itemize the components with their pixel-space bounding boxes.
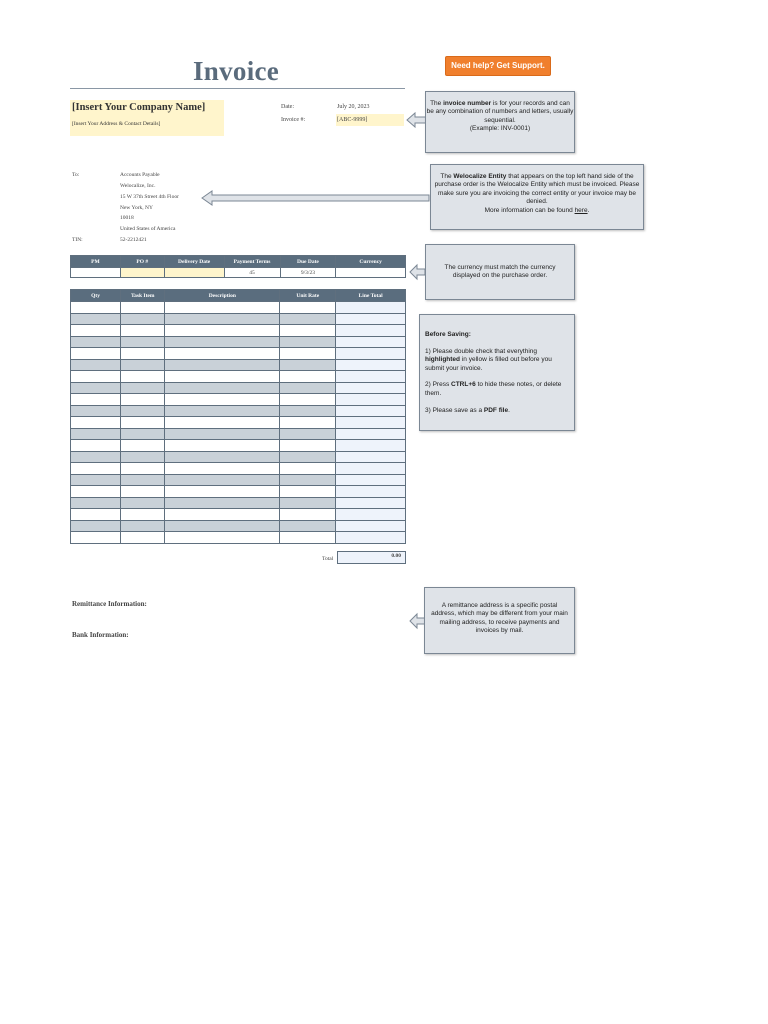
line-total-cell[interactable] <box>336 405 406 417</box>
description-cell[interactable] <box>165 440 280 452</box>
table-row <box>71 428 406 440</box>
line-total-cell[interactable] <box>336 371 406 383</box>
tin-value: 52-2212421 <box>120 237 147 243</box>
header-payment-terms: Payment Terms <box>224 256 280 268</box>
table-row <box>71 405 406 417</box>
qty-cell[interactable] <box>71 325 121 337</box>
qty-cell[interactable] <box>71 532 121 544</box>
due-date-cell[interactable]: 9/3/23 <box>280 268 336 278</box>
unit-rate-cell[interactable] <box>280 474 336 486</box>
line-total-cell[interactable] <box>336 302 406 314</box>
qty-cell[interactable] <box>71 440 121 452</box>
note-bold: Welocalize Entity <box>453 173 507 180</box>
qty-cell[interactable] <box>71 405 121 417</box>
to-line: United States of America <box>120 226 176 232</box>
description-cell[interactable] <box>165 336 280 348</box>
unit-rate-cell[interactable] <box>280 509 336 521</box>
description-cell[interactable] <box>165 348 280 360</box>
task-item-cell[interactable] <box>121 325 165 337</box>
task-item-cell[interactable] <box>121 497 165 509</box>
description-cell[interactable] <box>165 463 280 475</box>
header-unit-rate: Unit Rate <box>280 290 336 302</box>
table-row <box>71 520 406 532</box>
table-row <box>71 336 406 348</box>
note-remittance: A remittance address is a specific postal address, which may be different from your main mailing address, to receive payments and invoices by mail. <box>424 587 575 654</box>
line-total-cell[interactable] <box>336 532 406 544</box>
total-value: 0.00 <box>391 553 401 559</box>
header-delivery-date: Delivery Date <box>164 256 224 268</box>
unit-rate-cell[interactable] <box>280 336 336 348</box>
arrow-left-icon <box>200 188 430 208</box>
description-cell[interactable] <box>165 371 280 383</box>
items-table <box>70 289 406 544</box>
unit-rate-cell[interactable] <box>280 463 336 475</box>
task-item-cell[interactable] <box>121 302 165 314</box>
qty-cell[interactable] <box>71 302 121 314</box>
qty-cell[interactable] <box>71 497 121 509</box>
task-item-cell[interactable] <box>121 348 165 360</box>
note-text: The <box>440 173 454 180</box>
task-item-cell[interactable] <box>121 417 165 429</box>
qty-cell[interactable] <box>71 417 121 429</box>
note-bold: CTRL+6 <box>451 381 476 389</box>
task-item-cell[interactable] <box>121 440 165 452</box>
note-bold: invoice number <box>443 100 492 107</box>
description-cell[interactable] <box>165 497 280 509</box>
delivery-date-cell[interactable] <box>164 268 224 278</box>
unit-rate-cell[interactable] <box>280 417 336 429</box>
company-name: [Insert Your Company Name] <box>72 102 206 113</box>
invoice-number-label: Invoice #: <box>281 117 306 123</box>
qty-cell[interactable] <box>71 509 121 521</box>
more-info-link[interactable]: here <box>574 206 588 214</box>
table-row <box>71 497 406 509</box>
task-item-cell[interactable] <box>121 451 165 463</box>
qty-cell[interactable] <box>71 371 121 383</box>
line-total-cell[interactable] <box>336 313 406 325</box>
table-row <box>71 313 406 325</box>
to-line: Accounts Payable <box>120 172 160 178</box>
note-text: The <box>430 100 444 107</box>
line-total-cell[interactable] <box>336 348 406 360</box>
task-item-cell[interactable] <box>121 382 165 394</box>
note-title: Before Saving: <box>425 331 471 338</box>
note-text: (Example: INV-0001) <box>469 125 531 133</box>
unit-rate-cell[interactable] <box>280 302 336 314</box>
header-currency: Currency <box>336 256 406 268</box>
remittance-label: Remittance Information: <box>72 600 147 608</box>
note-text: is for your records and can be any combination of numbers and letters, usually sequential. <box>426 100 574 124</box>
task-item-cell[interactable] <box>121 336 165 348</box>
note-text: 1) Please double check that everything <box>425 347 538 355</box>
note-text: in yellow is filled out before you submit your invoice. <box>425 356 552 372</box>
line-total-cell[interactable] <box>336 497 406 509</box>
unit-rate-cell[interactable] <box>280 359 336 371</box>
table-row <box>71 394 406 406</box>
line-total-cell[interactable] <box>336 474 406 486</box>
description-cell[interactable] <box>165 359 280 371</box>
task-item-cell[interactable] <box>121 359 165 371</box>
line-total-cell[interactable] <box>336 520 406 532</box>
unit-rate-cell[interactable] <box>280 325 336 337</box>
line-total-cell[interactable] <box>336 451 406 463</box>
unit-rate-cell[interactable] <box>280 532 336 544</box>
unit-rate-cell[interactable] <box>280 520 336 532</box>
description-cell[interactable] <box>165 474 280 486</box>
unit-rate-cell[interactable] <box>280 394 336 406</box>
company-block[interactable] <box>70 100 224 136</box>
to-line: Welocalize, Inc. <box>120 183 156 189</box>
table-row <box>71 509 406 521</box>
description-cell[interactable] <box>165 313 280 325</box>
line-total-cell[interactable] <box>336 394 406 406</box>
task-item-cell[interactable] <box>121 486 165 498</box>
table-row <box>71 382 406 394</box>
header-line-total: Line Total <box>336 290 406 302</box>
table-row <box>71 451 406 463</box>
total-label: Total <box>322 556 334 562</box>
po-table-row <box>71 268 406 278</box>
task-item-cell[interactable] <box>121 313 165 325</box>
header-qty: Qty <box>71 290 121 302</box>
invoice-number-value: [ABC-9999] <box>337 117 368 123</box>
table-row <box>71 371 406 383</box>
note-text: that appears on the top left hand side of the purchase order is the Welocalize Entity which must be invoiced. Please make sure you are invoicing the correct entity or your invoice may be denied. <box>434 173 640 206</box>
line-total-cell[interactable] <box>336 440 406 452</box>
po-table-header <box>71 256 406 268</box>
qty-cell[interactable] <box>71 486 121 498</box>
invoice-number-field[interactable] <box>336 114 404 126</box>
description-cell[interactable] <box>165 509 280 521</box>
note-currency: The currency must match the currency displayed on the purchase order. <box>425 244 575 300</box>
date-value: July 20, 2023 <box>337 104 370 110</box>
description-cell[interactable] <box>165 405 280 417</box>
unit-rate-cell[interactable] <box>280 371 336 383</box>
payment-terms-cell[interactable]: 45 <box>224 268 280 278</box>
bank-label: Bank Information: <box>72 631 129 639</box>
to-line: New York, NY <box>120 205 154 211</box>
line-total-cell[interactable] <box>336 428 406 440</box>
note-invoice-number <box>425 91 575 153</box>
qty-cell[interactable] <box>71 394 121 406</box>
note-text: to hide these notes, or delete them. <box>425 381 562 397</box>
unit-rate-cell[interactable] <box>280 451 336 463</box>
header-task-item: Task Item <box>121 290 165 302</box>
task-item-cell[interactable] <box>121 520 165 532</box>
task-item-cell[interactable] <box>121 428 165 440</box>
tin-label: TIN: <box>72 237 83 243</box>
note-text: . <box>587 206 590 214</box>
unit-rate-cell[interactable] <box>280 428 336 440</box>
support-button[interactable]: Need help? Get Support. <box>445 56 551 76</box>
header-pm: PM <box>71 256 121 268</box>
unit-rate-cell[interactable] <box>280 313 336 325</box>
qty-cell[interactable] <box>71 520 121 532</box>
table-row <box>71 325 406 337</box>
po-cell[interactable] <box>120 268 164 278</box>
total-cell <box>337 551 406 564</box>
company-address: [Insert Your Address & Contact Details] <box>72 121 161 127</box>
note-before-saving <box>419 314 575 431</box>
unit-rate-cell[interactable] <box>280 382 336 394</box>
unit-rate-cell[interactable] <box>280 440 336 452</box>
table-row <box>71 463 406 475</box>
description-cell[interactable] <box>165 486 280 498</box>
description-cell[interactable] <box>165 532 280 544</box>
qty-cell[interactable] <box>71 359 121 371</box>
description-cell[interactable] <box>165 382 280 394</box>
line-total-cell[interactable] <box>336 463 406 475</box>
note-bold: highlighted <box>425 356 461 364</box>
note-text: 3) Please save as a <box>425 406 484 414</box>
description-cell[interactable] <box>165 417 280 429</box>
line-total-cell[interactable] <box>336 509 406 521</box>
line-total-cell[interactable] <box>336 382 406 394</box>
line-total-cell[interactable] <box>336 417 406 429</box>
arrow-left-icon <box>405 110 427 130</box>
description-cell[interactable] <box>165 451 280 463</box>
qty-cell[interactable] <box>71 348 121 360</box>
task-item-cell[interactable] <box>121 405 165 417</box>
task-item-cell[interactable] <box>121 474 165 486</box>
table-row <box>71 348 406 360</box>
qty-cell[interactable] <box>71 463 121 475</box>
task-item-cell[interactable] <box>121 509 165 521</box>
items-table-header <box>71 290 406 302</box>
to-line: 10018 <box>120 215 134 221</box>
currency-cell[interactable] <box>336 268 406 278</box>
task-item-cell[interactable] <box>121 463 165 475</box>
task-item-cell[interactable] <box>121 371 165 383</box>
note-bold: PDF file <box>483 406 509 414</box>
line-total-cell[interactable] <box>336 325 406 337</box>
arrow-left-icon <box>408 262 426 282</box>
description-cell[interactable] <box>165 302 280 314</box>
table-row <box>71 440 406 452</box>
to-label: To: <box>72 172 80 178</box>
title-divider <box>70 88 405 89</box>
invoice-title: Invoice <box>193 56 280 86</box>
unit-rate-cell[interactable] <box>280 486 336 498</box>
line-total-cell[interactable] <box>336 359 406 371</box>
description-cell[interactable] <box>165 394 280 406</box>
unit-rate-cell[interactable] <box>280 348 336 360</box>
unit-rate-cell[interactable] <box>280 497 336 509</box>
description-cell[interactable] <box>165 428 280 440</box>
qty-cell[interactable] <box>71 313 121 325</box>
header-due-date: Due Date <box>280 256 336 268</box>
description-cell[interactable] <box>165 325 280 337</box>
note-text: 2) Press <box>425 381 452 389</box>
pm-cell[interactable] <box>71 268 121 278</box>
po-table <box>70 255 406 278</box>
note-welocalize-entity <box>430 164 644 230</box>
description-cell[interactable] <box>165 520 280 532</box>
table-row <box>71 474 406 486</box>
table-row <box>71 302 406 314</box>
qty-cell[interactable] <box>71 474 121 486</box>
unit-rate-cell[interactable] <box>280 405 336 417</box>
header-description: Description <box>165 290 280 302</box>
qty-cell[interactable] <box>71 428 121 440</box>
table-row <box>71 532 406 544</box>
table-row <box>71 417 406 429</box>
line-total-cell[interactable] <box>336 336 406 348</box>
task-item-cell[interactable] <box>121 532 165 544</box>
table-row <box>71 359 406 371</box>
note-text: . <box>508 406 510 414</box>
date-label: Date: <box>281 104 294 110</box>
qty-cell[interactable] <box>71 382 121 394</box>
header-po: PO # <box>120 256 164 268</box>
note-text: More information can be found <box>484 206 575 214</box>
qty-cell[interactable] <box>71 451 121 463</box>
line-total-cell[interactable] <box>336 486 406 498</box>
task-item-cell[interactable] <box>121 394 165 406</box>
table-row <box>71 486 406 498</box>
qty-cell[interactable] <box>71 336 121 348</box>
to-line: 15 W 37th Street 4th Floor <box>120 194 179 200</box>
